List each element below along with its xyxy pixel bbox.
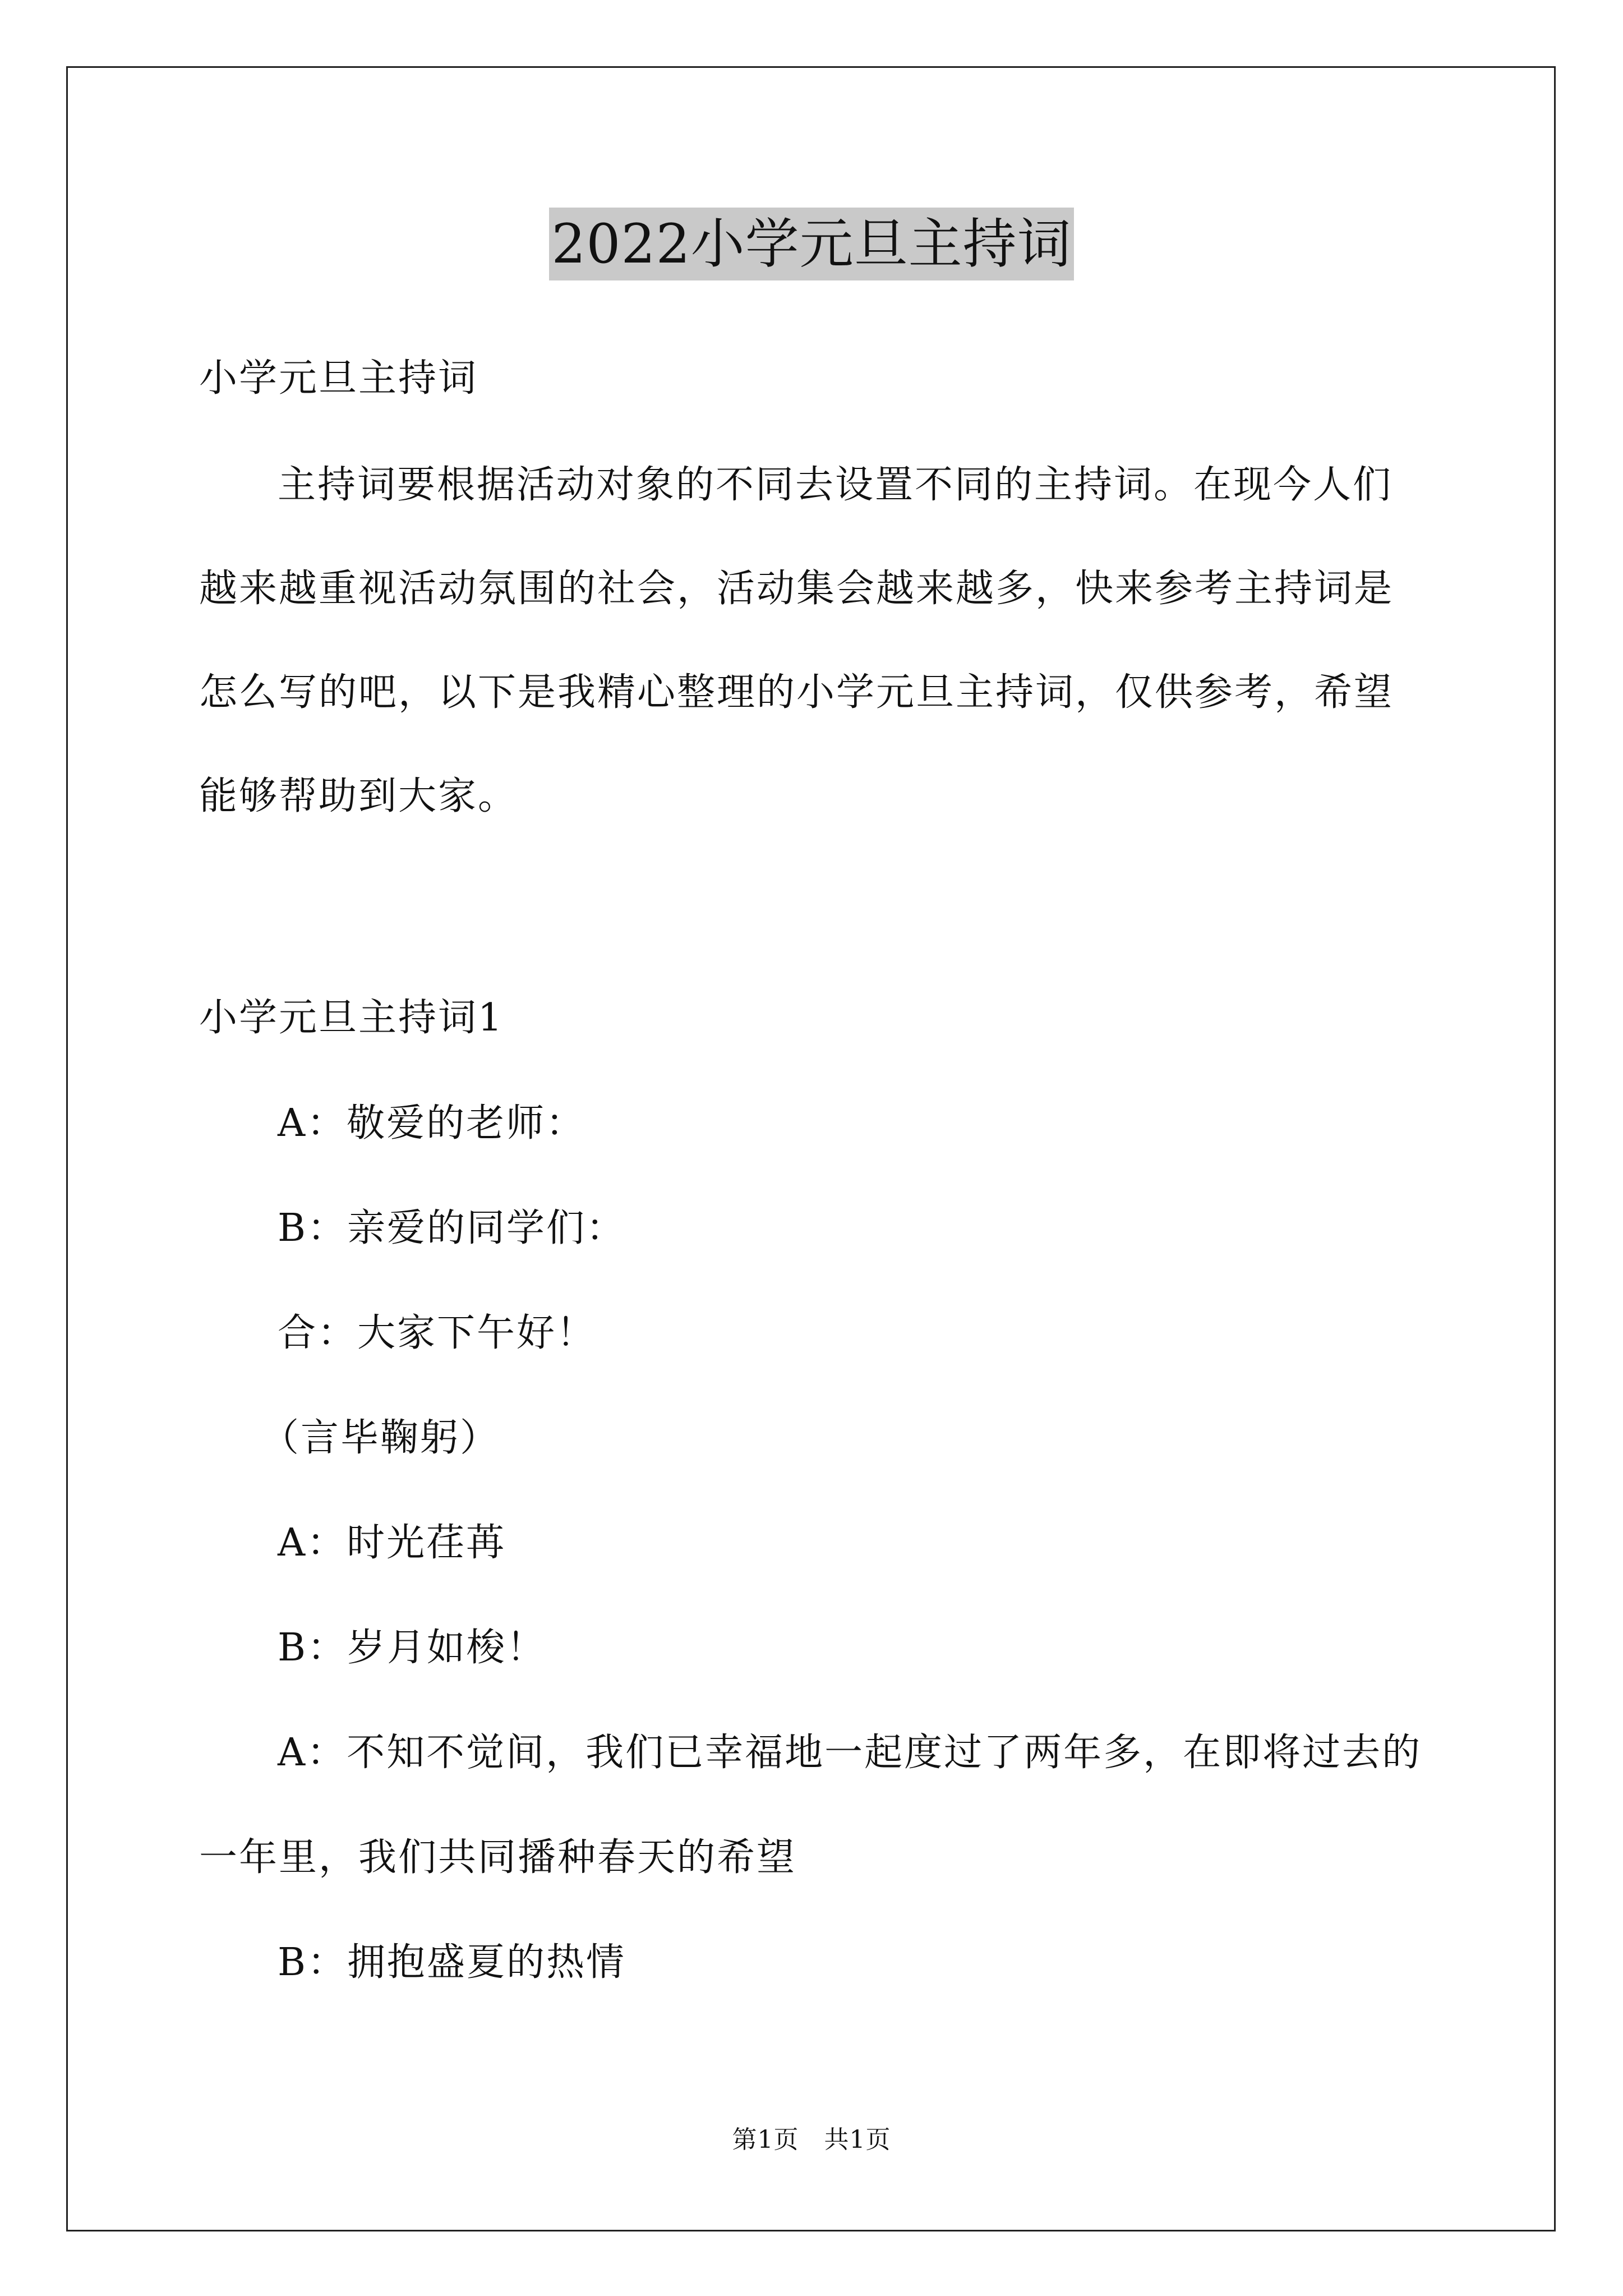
dialogue-line: B：拥抱盛夏的热情	[278, 1940, 626, 1985]
stage-direction: （言毕鞠躬）	[261, 1416, 500, 1460]
intro-line: 怎么写的吧，以下是我精心整理的小学元旦主持词，仅供参考，希望	[199, 670, 1394, 715]
dialogue-line: A：时光荏苒	[278, 1521, 506, 1565]
page-footer: 第1页 共1页	[732, 2125, 891, 2154]
intro-line: 越来越重视活动氛围的社会，活动集会越来越多，快来参考主持词是	[199, 567, 1394, 611]
subtitle: 小学元旦主持词	[199, 356, 478, 401]
dialogue-line: 合：大家下午好！	[278, 1311, 597, 1355]
intro-line: 主持词要根据活动对象的不同去设置不同的主持词。在现今人们	[278, 463, 1393, 507]
title-wrap	[0, 208, 1623, 280]
intro-line: 能够帮助到大家。	[199, 774, 518, 818]
dialogue-line: B：亲爱的同学们：	[278, 1206, 626, 1250]
dialogue-line: B：岁月如梭！	[278, 1626, 546, 1670]
dialogue-line: 一年里，我们共同播种春天的希望	[199, 1835, 797, 1880]
dialogue-line: A：不知不觉间，我们已幸福地一起度过了两年多，在即将过去的	[278, 1731, 1422, 1775]
dialogue-line: A：敬爱的老师：	[278, 1101, 586, 1145]
section-heading: 小学元旦主持词1	[199, 996, 504, 1040]
document-title: 2022小学元旦主持词	[549, 208, 1073, 280]
